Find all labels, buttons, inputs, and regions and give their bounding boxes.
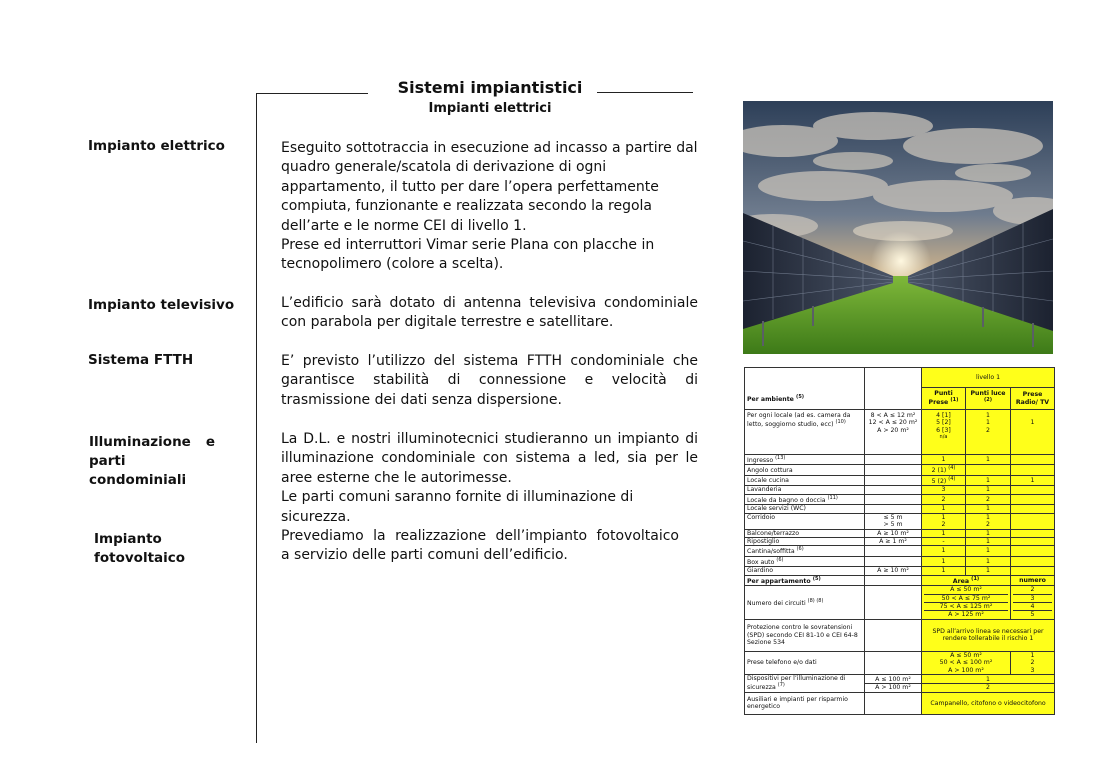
footnote-mark: (1) [950, 397, 959, 404]
cell-value: 3 [922, 486, 966, 494]
cell-value: 1 [922, 455, 966, 465]
header-prese-tv: Prese Radio/ TV [1011, 388, 1055, 410]
paragraph-line: a servizio delle parti comuni dell’edificio. [281, 547, 568, 564]
header-text: Per ambiente [747, 395, 794, 403]
table-cell [865, 475, 922, 485]
cell-value [922, 465, 966, 475]
row-numero-circuiti [745, 586, 865, 620]
row-giardino: Giardino [745, 567, 865, 575]
row-label: Box auto [747, 558, 775, 566]
cell-value [966, 465, 1011, 475]
row-cantina [745, 546, 865, 556]
cell-value: 1 [966, 546, 1011, 556]
label-impianto-televisivo: Impianto televisivo [88, 297, 235, 313]
table-cell [1011, 513, 1055, 529]
text-impianto-televisivo [281, 294, 698, 333]
cell-value: 5 [1030, 611, 1035, 619]
safety-areas [865, 674, 922, 692]
row-ingresso [745, 455, 865, 465]
area-value: A ≤ 50 m² [950, 651, 982, 659]
table-cell [865, 505, 922, 513]
row-bagno [745, 494, 865, 504]
table-cell [1011, 546, 1055, 556]
cell-value: 1 [966, 505, 1011, 513]
aux-value: Campanello, citofono o videocitofono [922, 692, 1055, 714]
label-fotovoltaico [94, 530, 185, 568]
circuits-nums [1011, 586, 1055, 620]
footnote-mark: (8) (8) [807, 597, 824, 604]
paragraph-line: Prevediamo la realizzazione dell’impianto fotovoltaico [281, 528, 679, 544]
header-text: Punti Prese [928, 390, 953, 407]
cell-value: 1 [966, 556, 1011, 566]
cell-text: 5 (2) [931, 478, 947, 485]
solar-panels-photo [743, 101, 1053, 354]
cell-value: 1 [966, 455, 1011, 465]
cell-value [1011, 505, 1055, 513]
cell-value: 1 [922, 567, 966, 575]
cell-value: 1 [922, 529, 966, 537]
area-value: > 5 m [883, 521, 903, 529]
footnote-mark: (1) [971, 575, 980, 582]
corridoio-luce [966, 513, 1011, 529]
row-per-ogni-locale [745, 410, 865, 455]
cell-value: 6 [3] [936, 426, 951, 434]
row-label: Locale da bagno o doccia [747, 496, 826, 504]
header-per-appartamento [745, 575, 865, 585]
area-value: 12 < A ≤ 20 m² [868, 419, 918, 427]
area-value: ≤ 5 m [883, 513, 903, 521]
footnote-mark: (6) [796, 546, 804, 553]
label-fotovoltaico-line1: Impianto [94, 531, 162, 547]
footnote-mark: (4) [948, 475, 956, 482]
header-text: Per appartamento [747, 577, 811, 585]
text-impianto-elettrico [281, 139, 698, 275]
table-cell [865, 486, 922, 494]
cell-value [1011, 494, 1055, 504]
cell-value: 2 [941, 521, 946, 529]
cell-value: 2 [986, 426, 990, 434]
cell-value: 1 [986, 513, 990, 521]
row-label: Cantina/soffitta [747, 548, 795, 556]
row-corridoio: Corridoio [745, 513, 865, 529]
cell-value: 1 [966, 475, 1011, 485]
local-prese [922, 410, 966, 455]
cell-value: 5 [2] [936, 419, 951, 427]
footnote-mark: (11) [827, 494, 838, 501]
cell-value: 2 [1030, 659, 1035, 667]
table-cell [865, 586, 922, 620]
row-locale-cucina: Locale cucina [745, 475, 865, 485]
title-rule-left [256, 93, 368, 94]
header-punti-prese [922, 388, 966, 410]
cell-value: 2 [966, 494, 1011, 504]
header-area [922, 575, 1011, 585]
table-cell [1011, 556, 1055, 566]
cell-value: - [922, 537, 966, 545]
label-illuminazione-line1: Illuminazione e [89, 434, 215, 450]
paragraph: Le parti comuni saranno fornite di illuminazione di sicurezza. [281, 489, 634, 525]
paragraph: E’ previsto l’utilizzo del sistema FTTH condominiale che garantisce stabilità di connessione e velocità di trasmissione dei dati senza dispersione. [281, 353, 698, 408]
area-value: A > 100 m² [875, 683, 911, 691]
cell-value: 1 [966, 537, 1011, 545]
cell-value: 1 [941, 513, 946, 521]
table-cell [865, 651, 922, 674]
cell-value: 1 [1011, 475, 1055, 485]
label-illuminazione-line2: parti condominiali [89, 453, 187, 488]
electrical-levels-table [744, 367, 1054, 715]
footnote-mark: (2) [983, 397, 993, 404]
row-prese-telefono: Prese telefono e/o dati [745, 651, 865, 674]
cell-value: 2 [1013, 586, 1052, 594]
table-cell [865, 388, 922, 410]
row-wc: Locale servizi (WC) [745, 505, 865, 513]
footnote-mark: (5) [812, 575, 821, 582]
table-cell [865, 619, 922, 651]
cell-value: 1 [966, 486, 1011, 494]
label-illuminazione [89, 433, 215, 490]
header-punti-luce [966, 388, 1011, 410]
area-value: A ≥ 1 m² [865, 537, 922, 545]
page-subtitle: Impianti elettrici [428, 101, 552, 116]
row-label: Numero dei circuiti [747, 599, 806, 607]
cell-value: 1 [1030, 651, 1035, 659]
area-value: 50 < A ≤ 100 m² [939, 659, 993, 667]
table-cell [1011, 537, 1055, 545]
table-cell [865, 546, 922, 556]
cell-value: 2 [986, 683, 990, 691]
paragraph: La D.L. e nostri illuminotecnici studieranno un impianto di illuminazione condominiale con sistema a led, sia per le aree esterne che le autorimesse. [281, 431, 698, 486]
column-divider [256, 93, 257, 743]
paragraph: Prese ed interruttori Vimar serie Plana con placche in tecnopolimero (colore a scelta). [281, 237, 655, 273]
cell-value: 2 [922, 494, 966, 504]
header-text: Punti luce [970, 390, 1006, 398]
cell-value [1011, 486, 1055, 494]
header-per-ambiente [745, 388, 865, 410]
area-value: A > 125 m² [948, 611, 984, 619]
cell-value: n/a [939, 434, 948, 441]
row-angolo-cottura: Angolo cottura [745, 465, 865, 475]
row-label: Dispositivi per l’illuminazione di sicurezza [747, 674, 846, 692]
paragraph: L’edificio sarà dotato di antenna televisiva condominiale con parabola per digitale terrestre e satellitare. [281, 295, 698, 331]
cell-value: 3 [1013, 595, 1052, 603]
cell-value: 1 [922, 676, 1054, 684]
header-text: Area [952, 577, 969, 585]
cell-value [1011, 455, 1055, 465]
table-cell [865, 455, 922, 465]
paragraph: Eseguito sottotraccia in esecuzione ad incasso a partire dal quadro generale/scatola di derivazione di ogni appartamento, il tutto per dare l’opera perfettamente compiuta, funzionante e realizzata secondo la regola dell’arte e le norme CEI di livello 1. [281, 140, 698, 234]
area-value: A ≤ 100 m² [865, 676, 921, 684]
phone-areas [922, 651, 1011, 674]
footnote-mark: (10) [835, 419, 846, 426]
cell-value: 1 [986, 412, 990, 419]
local-areas [865, 410, 922, 455]
table-cell [1011, 567, 1055, 575]
cell-value: 4 [1013, 603, 1052, 611]
label-impianto-elettrico: Impianto elettrico [88, 138, 225, 154]
phone-nums [1011, 651, 1055, 674]
table-cell [865, 494, 922, 504]
area-value: A > 100 m² [948, 666, 984, 674]
footnote-mark: (7) [777, 682, 785, 689]
area-value: A ≥ 10 m² [865, 529, 922, 537]
area-value: 75 < A ≤ 125 m² [924, 603, 1008, 611]
cell-value: 4 [1] [936, 412, 951, 419]
cell-value: 1 [922, 546, 966, 556]
spd-value: SPD all’arrivo linea se necessari per rendere tollerabile il rischio 1 [922, 619, 1055, 651]
local-tv [1011, 410, 1055, 455]
table-cell [865, 575, 922, 585]
cell-text: 2 (1) [931, 467, 947, 475]
text-fotovoltaico [281, 527, 679, 566]
table-cell [865, 465, 922, 475]
row-label: Ingresso [747, 457, 774, 465]
table-cell [865, 368, 922, 388]
cell-value: 1 [1030, 419, 1035, 426]
area-value: 8 < A ≤ 12 m² [870, 412, 916, 419]
cell-value: 3 [1030, 666, 1035, 674]
area-value: A > 20 m² [877, 426, 909, 434]
cell-value: 1 [922, 505, 966, 513]
solar-panels-image [743, 101, 1053, 354]
row-box-auto [745, 556, 865, 566]
row-lavanderia: Lavanderia [745, 486, 865, 494]
label-fotovoltaico-line2: fotovoltaico [94, 550, 186, 566]
corridoio-prese [922, 513, 966, 529]
cell-value: 1 [922, 556, 966, 566]
cell-value: 1 [986, 419, 990, 427]
text-sistema-ftth [281, 352, 698, 410]
safety-nums [922, 674, 1055, 692]
level-header: livello 1 [922, 368, 1055, 388]
table-cell [865, 556, 922, 566]
area-value: 50 < A ≤ 75 m² [924, 595, 1008, 603]
cell-value: 1 [966, 567, 1011, 575]
footnote-mark: (4) [948, 465, 956, 472]
row-illuminazione-sicurezza [745, 674, 865, 692]
table-cell [865, 692, 922, 714]
footnote-mark: (13) [775, 455, 786, 461]
table-cell [745, 368, 865, 388]
row-ripostiglio: Ripostiglio [745, 537, 865, 545]
cell-value: 1 [966, 529, 1011, 537]
cell-value [922, 475, 966, 485]
text-illuminazione [281, 430, 698, 527]
footnote-mark: (5) [796, 393, 805, 400]
title-rule-right [597, 92, 693, 93]
area-value: A ≤ 50 m² [924, 586, 1008, 594]
area-value: A ≥ 10 m² [865, 567, 922, 575]
page-title: Sistemi impiantistici [397, 78, 583, 97]
footnote-mark: (6) [776, 556, 784, 563]
row-balcone: Balcone/terrazzo [745, 529, 865, 537]
row-ausiliari: Ausiliari e impianti per risparmio energetico [745, 692, 865, 714]
label-sistema-ftth: Sistema FTTH [88, 352, 194, 368]
local-luce [966, 410, 1011, 455]
row-label: Per ogni locale (ad es. camera da letto, soggiorno studio, ecc) [747, 412, 851, 429]
header-numero: numero [1011, 575, 1055, 585]
table-cell [1011, 529, 1055, 537]
circuits-areas [922, 586, 1011, 620]
cell-value: 2 [986, 521, 990, 529]
corridoio-areas [865, 513, 922, 529]
row-spd: Protezione contro le sovratensioni (SPD) secondo CEI 81-10 e CEI 64-8 Sezione 534 [745, 619, 865, 651]
cell-value [1011, 465, 1055, 475]
